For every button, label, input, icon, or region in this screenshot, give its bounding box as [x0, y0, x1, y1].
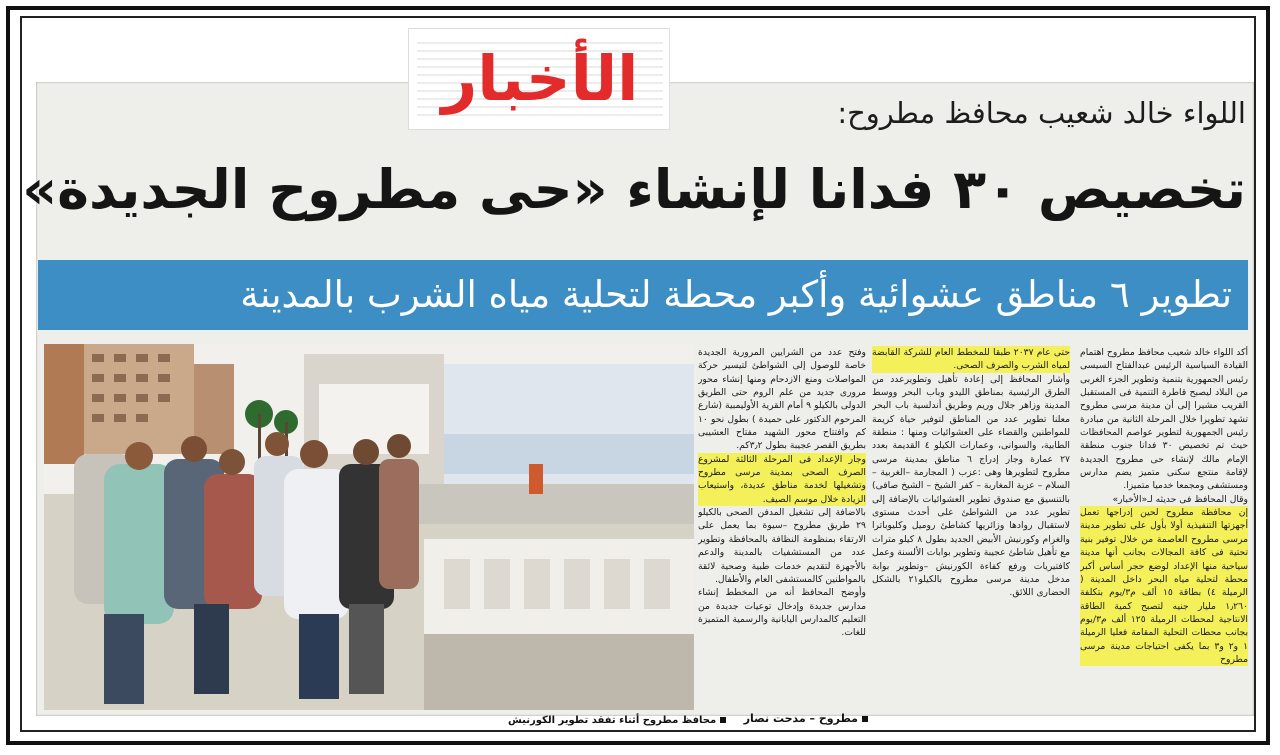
column-3-highlighted-paragraph: وجار الإعداد فى المرحلة الثالثة لمشروع الصرف الصحى بمدينة مرسى مطروح وتشغيلها لخدمة مناطق عديدة، واستيعاب الزيادة خلال موسم الصيف. — [698, 453, 866, 505]
article-subheadline: تطوير ٦ مناطق عشوائية وأكبر محطة لتحلية مياه الشرب بالمدينة — [240, 273, 1232, 316]
column-3-paragraph: وفتح عدد من الشرايين المرورية الجديدة خاصة للوصول إلى الشواطئ لتيسير حركة المواصلات ومنع الازدحام ومنها إنشاء محور مرورى جديد من علم الروم حتى الطريق الدولى بالكيلو ٩ أمام القرية الأوليمبية (شارع المرحوم الدكتور على حميدة ) بطول نحو ١٠ كم وافتتاح محور الشهيد مفتاح العشيبى بطريق القصر عجيبة بطول ٣٫٢كم. — [698, 347, 866, 452]
column-3-paragraph: بالاضافة إلى تشغيل المدفن الصحى بالكيلو ٢٩ طريق مطروح –سيوة بما يعمل على الارتقاء بمنظومة النظافة بالمحافظة وتطوير عدد من المستشفيات بالمدينة والدعم بالأجهزة لتقديم خدمات طبية وصحية لائقة بالمواطنين كالمستشفى العام والأطفال. — [698, 507, 866, 585]
subheadline-band — [38, 260, 1248, 330]
article-headline: تخصيص ٣٠ فدانا لإنشاء «حى مطروح الجديدة» — [22, 158, 1246, 221]
photo-caption — [508, 715, 726, 726]
article-kicker: اللواء خالد شعيب محافظ مطروح: — [837, 96, 1246, 130]
column-1-paragraph: أكد اللواء خالد شعيب محافظ مطروح اهتمام القيادة السياسية الرئيس عبدالفتاح السيسى رئيس الجمهورية بتنمية وتطوير الجزء الغربى من البلاد ليصبح قاطرة التنمية فى المستقبل القريب مشيرا إلى أن مدينة مرسى مطروح تشهد تطويرا خلال المرحلة الثانية من مبادرة رئيس الجمهورية لتطوير عواصم المحافظات حيث تم تخصيص ٣٠ فدانا جنوب منطقة الإمام مالك لإنشاء حى مطروح الجديدة لإقامة منتجع سكنى متميز يضم مدارس ومستشفى ومجمعا خدميا متميزا. — [1080, 347, 1248, 492]
newspaper-logo — [408, 28, 670, 130]
article-column-1 — [1080, 346, 1248, 710]
column-1-highlighted-paragraph: إن محافظة مطروح لحين إدراجها تعمل أجهزتها التنفيذية أولا بأول على تطوير مدينة مرسى مطروح العاصمة من خلال توفير بنية تحتية فى كافة المجالات بجانب أنها مدينة سياحية منها الإعداد لوضع حجر أساس أكبر محطة لتحلية مياه البحر داخل المدينة ( الرميلة ٤) بطاقة ١٥ ألف م٣/يوم بتكلفة ١٫٢٦٠ مليار جنيه لتصبح كمية الطاقة الانتاجية لمحطات الرميلة ١٢٥ ألف م٣/يوم بجانب محطات التحلية المقامة فعليا الرميلة ١ و٢ و٣ بما يكفى احتياجات مدينة مرسى مطروح — [1080, 507, 1248, 665]
column-1-paragraph: وقال المحافظ فى حديثه لـ«الأخبار» — [1112, 493, 1248, 505]
logo-wordmark: الأخبار — [441, 42, 639, 115]
photo-caption-text: محافظ مطروح أثناء تفقد تطوير الكورنيش — [508, 715, 717, 726]
article-photo — [44, 344, 694, 710]
article-byline — [700, 712, 868, 725]
byline-bullet-icon — [862, 716, 868, 722]
column-2-paragraph: وأشار المحافظ إلى إعادة تأهيل وتطويرعدد من الطرق الرئيسية بمناطق الليدو وباب البحر ووسط المدينة وزاهر جلال وريم وطريق أندلسية باب البحر معلنا تطوير عدد من المناطق لتوفير حياة كريمة للمواطنين والقضاء على العشوائيات ومنها : منطقة الطابية، والسوانى، وعمارات الكيلو ٤ القديمة بعدد ٢٧ عمارة وجار إدراج ٦ مناطق بمدينة مرسى مطروح لتطويرها وهى :عزب ( المجارمة –الغربية –السلام – عزبة المغاربة – كفر الشيخ – الشيخ صافى) بالتنسيق مع صندوق تطوير العشوائيات بالإضافة إلى تطوير عدد من الشواطئ على أحدث مستوى لاستقبال روادها وزائريها كشاطئ روميل وكليوباترا والغرام وكورنيش الأبيض الجديد بطول ٨ كيلو مترات مع تأهيل شاطئ عجيبة وتطوير بوابات الألسنة وعمل كافتيريات ورفع كفاءة الكورنيش –وتطوير بوابة مدخل مدينة مرسى مطروح بالكيلو٢١ بالشكل الحضارى اللائق. — [872, 373, 1070, 599]
byline-text: مطروح – مدحت نصار — [743, 712, 858, 725]
column-3-paragraph: وأوضح المحافظ أنه من المخطط إنشاء مدارس جديدة وإدخال توعيات جديدة من التعليم كالمدارس اليابانية والرسمية المتميزة للغات. — [698, 587, 866, 639]
article-column-3 — [698, 346, 866, 700]
article-column-2 — [872, 346, 1070, 710]
column-2-highlighted-paragraph: حتى عام ٢٠٣٧ طبقا للمخطط العام للشركة القابضة لمياه الشرب والصرف الصحى. — [872, 347, 1070, 372]
photo-scene-graphic — [44, 344, 694, 710]
